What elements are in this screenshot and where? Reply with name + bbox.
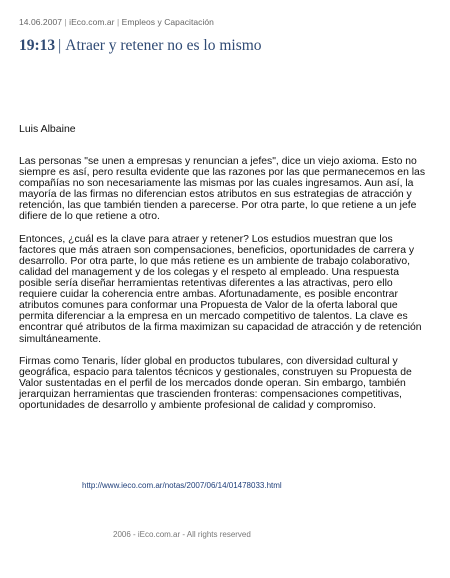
article-paragraph: Las personas "se unen a empresas y renuncian a jefes", dice un viejo axioma. Esto no siempre es así, pero resulta evidente que las razones por las que permanecemos en las compañías no son necesariamente las mismas por las cuales ingresamos. Aun así, la mayoría de las firmas no diferencian estos atributos en sus estrategias de atracción y retención, las que también tienden a parecerse. Por otra parte, lo que retiene a un jefe difiere de lo que retiene a otro. [19, 156, 426, 223]
article-paragraph: Entonces, ¿cuál es la clave para atraer y retener? Los estudios muestran que los factores que más atraen son compensaciones, beneficios, oportunidades de carrera y desarrollo. Por otra parte, lo que más retiene es un ambiente de trabajo colaborativo, calidad del management y de los colegas y el respeto al empleado. Una respuesta posible sería diseñar herramientas retentivas diferentes a las atractivas, pero ello requiere cuidar la coherencia entre ambas. Afortunadamente, es posible encontrar atributos comunes para conformar una Propuesta de Valor de la oferta laboral que permita diferenciar a la empresa en un mercado competitivo de talentos. La clave es encontrar qué atributos de la firma maximizan su capacidad de atracción y de retención simultáneamente. [19, 233, 422, 345]
site-name: iEco.com.ar [69, 17, 115, 27]
article-time: 19:13 [19, 37, 56, 54]
article-paragraph: Firmas como Tenaris, líder global en productos tubulares, con diversidad cultural y geográfica, espacio para talentos técnicos y gestionales, construyen su Propuesta de Valor sustentadas en el perfil de los mercados donde operan. Sin embargo, también jerarquizan herramientas que trascienden fronteras: compensaciones competitivas, oportunidades de desarrollo y ambiente profesional de calidad y compromiso. [19, 355, 412, 412]
copyright-footer: 2006 - iEco.com.ar - All rights reserved [113, 530, 251, 539]
section-name: Empleos y Capacitación [121, 17, 214, 27]
article-title: Atraer y retener no es lo mismo [65, 37, 262, 54]
headline-separator: | [58, 37, 62, 54]
article-headline [19, 37, 262, 55]
article-meta [19, 17, 214, 27]
meta-separator: | [117, 17, 122, 27]
meta-separator: | [64, 17, 70, 27]
article-date: 14.06.2007 [19, 17, 63, 27]
article-body [19, 156, 431, 422]
source-url-link[interactable]: http://www.ieco.com.ar/notas/2007/06/14/01478033.html [82, 481, 282, 490]
article-author: Luis Albaine [19, 123, 76, 135]
